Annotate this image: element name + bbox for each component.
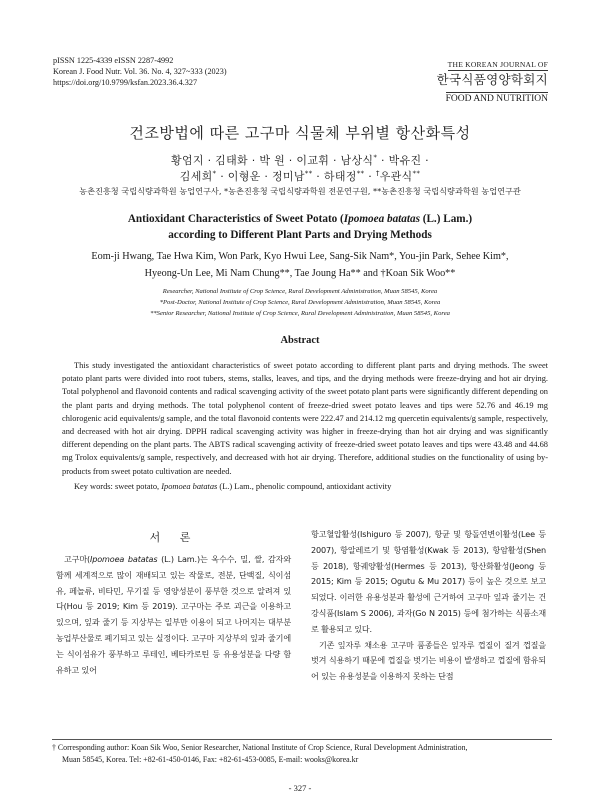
english-authors-line2: Hyeong-Un Lee, Mi Nam Chung**, Tae Joung Ha** and †Koan Sik Woo**: [144, 268, 456, 279]
korean-title: 건조방법에 따른 고구마 식물체 부위별 항산화특성: [129, 124, 471, 142]
abstract-body: This study investigated the antioxidant characteristics of sweet potato according to different plant parts and drying methods. The sweet potato plant parts were divided into root tubers, stems, stalks, leaves, and tips, and the drying methods were freeze-drying and hot air drying. Total polyphenol and flavonoid contents and radical scavenging activity of the sweet potato plant parts were significantly different depending on the plant parts and drying methods. The total polyphenol content of freeze-dried sweet potato leaves and tips were 52.76 and 46.19 mg chlorogenic acid equivalents/g sample, and the total flavonoid contents were 222.47 and 214.12 mg quercetin equivalents/g sample, respectively, and decreased with hot air drying. DPPH radical scavenging activity was higher in freeze-drying than hot air drying and was significantly different depending on the plant parts. The ABTS radical scavenging activity of freeze-dried sweet potato leaves and tips were 43.48 and 44.68 mg Trolox equivalents/g sample, respectively, and decreased with hot air drying. Therefore, additional studies on the functionality of using by-products from sweet potato cultivation are needed.: [62, 361, 548, 476]
korean-affiliation: 농촌진흥청 국립식량과학원 농업연구사, *농촌진흥청 국립식량과학원 전문연구원, **농촌진흥청 국립식량과학원 농업연구관: [79, 186, 521, 196]
english-affiliation-2: *Post-Doctor, National Institute of Crop Science, Rural Development Administration, Muan 58545, Korea: [159, 299, 441, 306]
footnote-line1: † Corresponding author: Koan Sik Woo, Senior Researcher, National Institute of Crop Science, Rural Development Administration,: [52, 743, 468, 752]
english-authors-line1: Eom-ji Hwang, Tae Hwa Kim, Won Park, Kyo Hwui Lee, Sang-Sik Nam*, You-jin Park, Sehee Kim*,: [91, 251, 509, 262]
english-affiliation-1: Researcher, National Institute of Crop Science, Rural Development Administration, Muan 58545, Korea: [162, 288, 438, 295]
journal-name-en-top: THE KOREAN JOURNAL OF: [447, 60, 548, 69]
keywords: Key words: sweet potato, Ipomoea batatas (L.) Lam., phenolic compound, antioxidant activity: [74, 482, 392, 491]
journal-name-kr: 한국식품영양학회지: [436, 72, 548, 87]
intro-paragraph-1-continued: 항고혈압활성(Ishiguro 등 2007), 항균 및 항돌연변이활성(Lee 등 2007), 항알레르기 및 항염활성(Kwak 등 2013), 항암활성(Shen 등 2018), 항궤양활성(Hermes 등 2013), 항산화활성(Jeong 등 2015; Kim 등 2015; Ogutu & Mu 2017) 등이 높은 것으로 보고되었다. 이러한 유용성분과 활성에 근거하여 고구마 잎과 줄기는 건강식품(Islam S 2006), 과자(Go N 2015) 등에 첨가하는 식품소재로 활용되고 있다.: [311, 529, 546, 634]
doi-link[interactable]: https://doi.org/10.9799/ksfan.2023.36.4.327: [53, 78, 198, 87]
footnote-line2: Muan 58545, Korea. Tel: +82-61-450-0146, Fax: +82-61-453-0085, E-mail: wooks@korea.kr: [62, 754, 359, 764]
body-column-right: [311, 527, 546, 685]
footnote-divider: [52, 739, 552, 740]
introduction-heading: 서 론: [149, 531, 199, 544]
journal-logo: [437, 54, 548, 106]
abstract-heading: Abstract: [280, 335, 320, 346]
citation-line: Korean J. Food Nutr. Vol. 36. No. 4, 327~333 (2023): [53, 67, 227, 76]
korean-authors-line2: 김세희* · 이형운 · 정미남** · 하태정** · †우관식**: [179, 168, 421, 183]
english-title-line1: Antioxidant Characteristics of Sweet Potato (Ipomoea batatas (L.) Lam.): [127, 213, 473, 225]
body-column-left: [56, 552, 291, 678]
journal-header-info: [53, 55, 227, 88]
intro-paragraph-1: 고구마(Ipomoea batatas (L.) Lam.)는 옥수수, 밀, 쌀, 감자와 함께 세계적으로 많이 재배되고 있는 작물로, 전분, 단백질, 식이섬유, 페놀류, 비타민, 무기질 등 영양성분이 풍부한 것으로 알려져 있다(Hou 등 2019; Kim 등 2019). 고구마는 주로 괴근을 이용하고 있으며, 잎과 줄기 등 지상부는 일부만 이용이 되고 나머지는 대부분 농업부산물로 폐기되고 있는 실정이다. 고구마 지상부의 잎과 줄기에는 식이섬유가 풍부하고 루테인, 베타카로틴 등 유용성분을 다량 함유하고 있어: [56, 554, 291, 675]
issn-line: pISSN 1225-4339 eISSN 2287-4992: [53, 56, 174, 65]
corresponding-author-footnote: [52, 742, 552, 765]
journal-name-en-bottom: FOOD AND NUTRITION: [445, 94, 548, 104]
korean-authors-line1: 황엄지 · 김태화 · 박 원 · 이교휘 · 남상식* · 박유진 ·: [171, 152, 429, 167]
intro-paragraph-2: 기존 잎자루 채소용 고구마 품종들은 잎자루 껍질이 질겨 껍질을 벗겨 식용하기 때문에 껍질을 벗기는 비용이 발생하고 껍질에 함유되어 있는 유용성분을 이용하지 못하는 단점: [311, 639, 546, 682]
english-affiliation-3: **Senior Researcher, National Institute of Crop Science, Rural Development Administration, Muan 58545, Korea: [150, 310, 450, 317]
page-number: - 327 -: [288, 783, 312, 793]
english-title-line2: according to Different Plant Parts and Drying Methods: [168, 229, 432, 241]
